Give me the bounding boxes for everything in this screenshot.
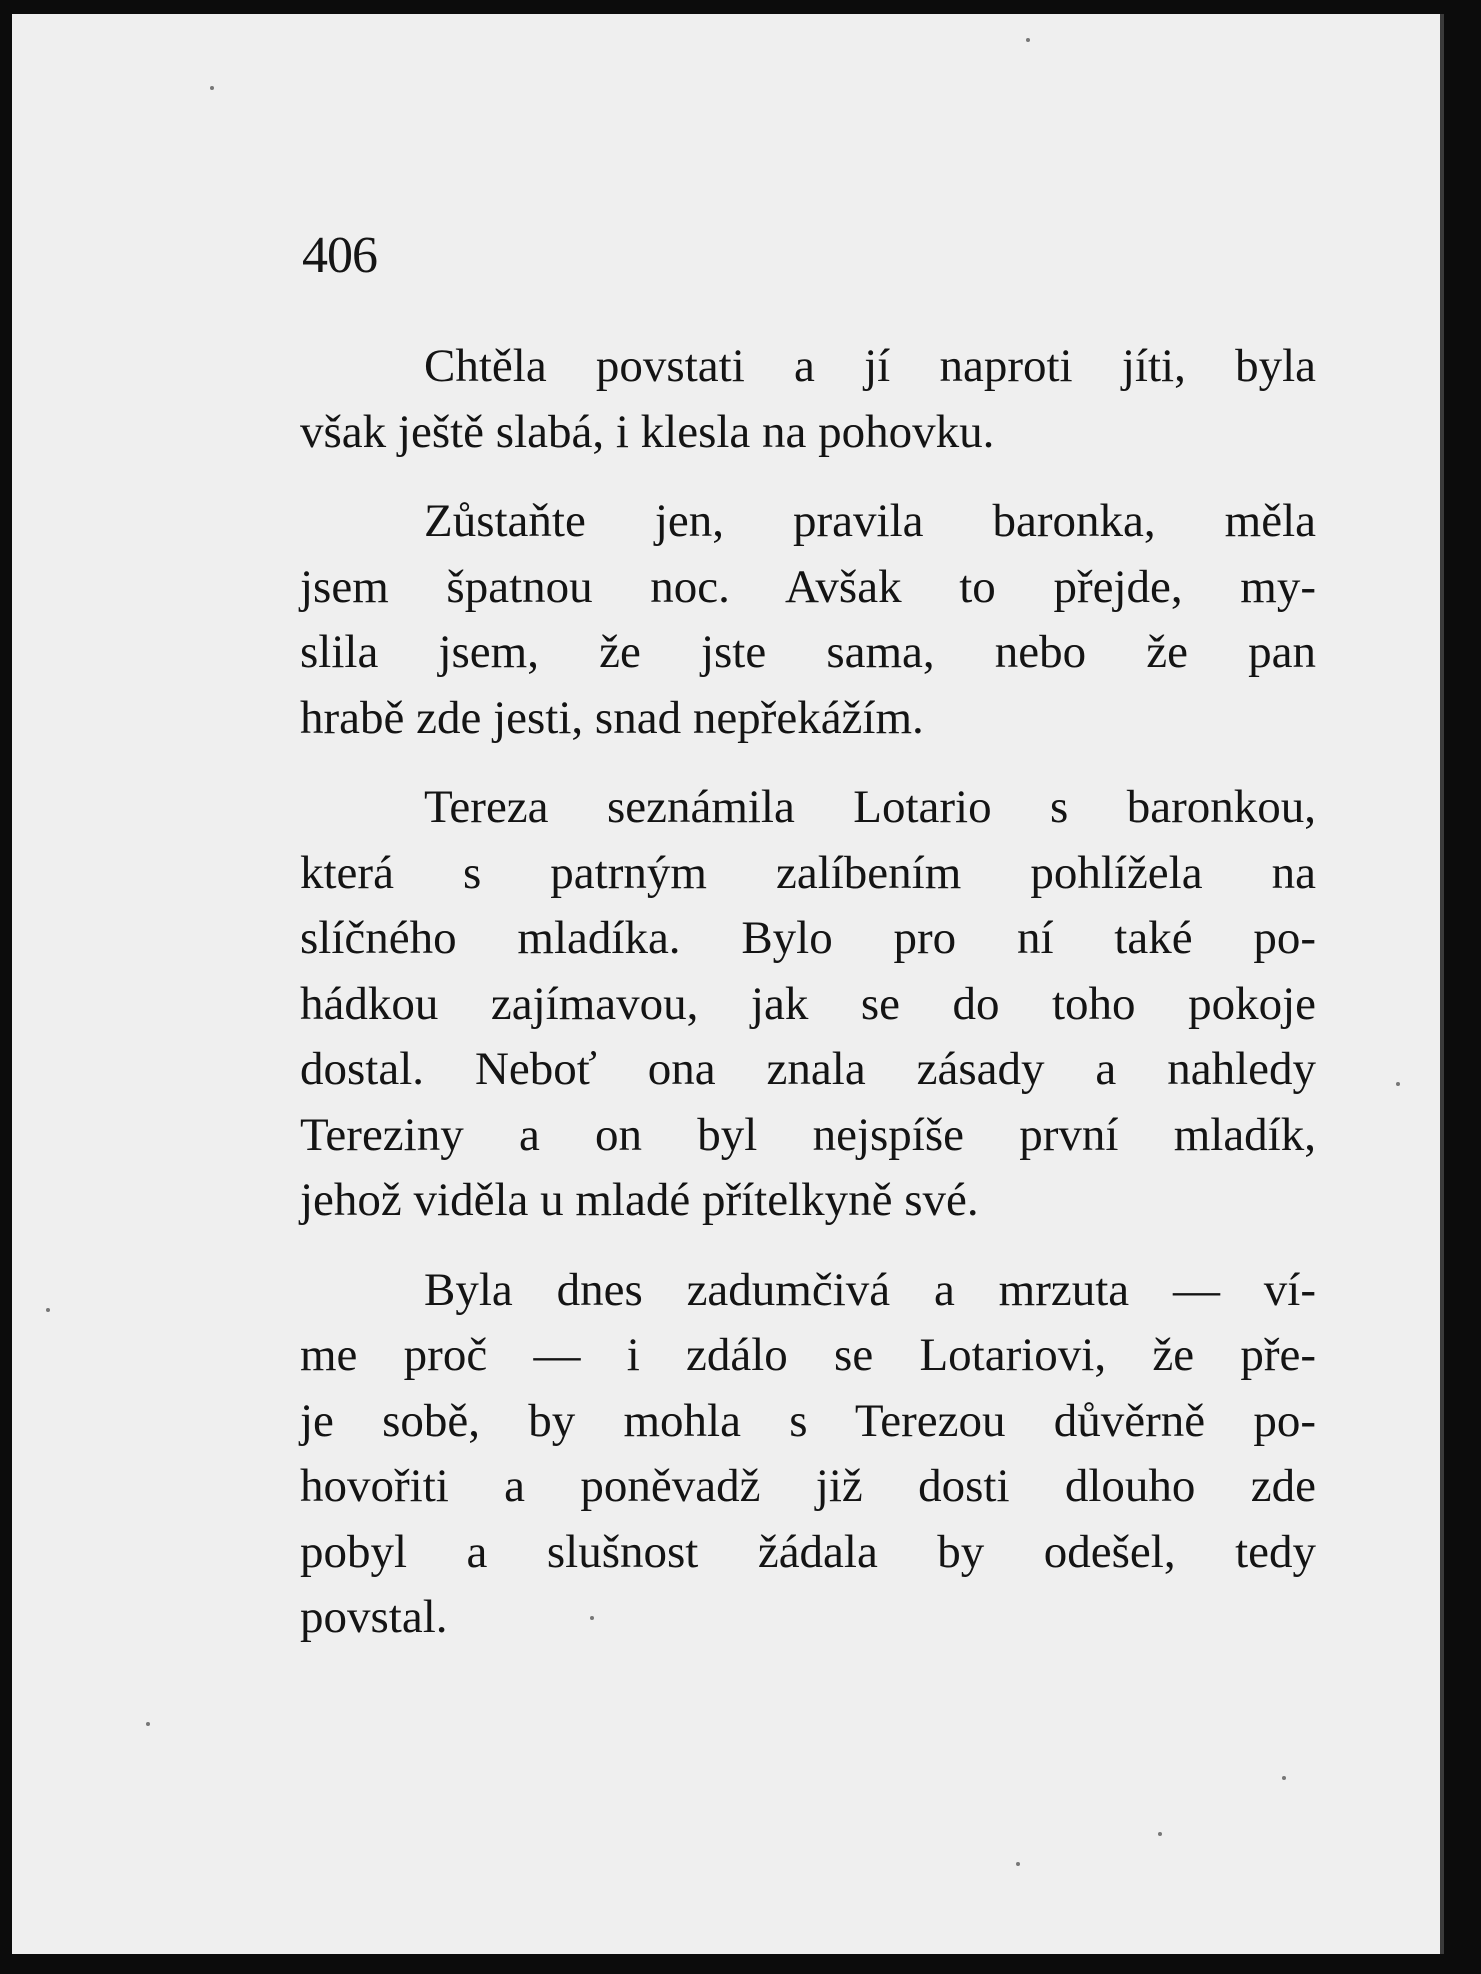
text-line: však ještě slabá, i klesla na pohovku. [300, 405, 995, 458]
text-line: Chtěla povstati a jí naproti jíti, byla [424, 340, 1316, 392]
text-line: hrabě zde jesti, snad nepřekážím. [300, 691, 924, 744]
paper-speck [1158, 1832, 1162, 1836]
text-line: dostal. Neboť ona znala zásady a nahledy [300, 1043, 1316, 1095]
paragraph-2 [300, 489, 1316, 751]
paragraph-4 [300, 1258, 1316, 1651]
text-line: slíčného mladíka. Bylo pro ní také po- [300, 912, 1316, 964]
paper-speck [46, 1308, 50, 1312]
paper-speck [146, 1722, 150, 1726]
text-line: jehož viděla u mladé přítelkyně své. [300, 1174, 979, 1226]
paper-speck [1282, 1776, 1286, 1780]
text-line: hovořiti a poněvadž již dosti dlouho zde [300, 1460, 1316, 1512]
text-line: me proč — i zdálo se Lotariovi, že pře- [300, 1329, 1316, 1381]
page-number: 406 [302, 227, 377, 284]
text-line: povstal. [300, 1591, 448, 1643]
text-line: pobyl a slušnost žádala by odešel, tedy [300, 1525, 1316, 1578]
text-line: Byla dnes zadumčivá a mrzuta — ví- [424, 1263, 1316, 1316]
text-line: Tereziny a on byl nejspíše první mladík, [300, 1108, 1316, 1161]
text-line: Zůstaňte jen, pravila baronka, měla [424, 495, 1316, 547]
page-edge-shadow [1440, 14, 1444, 1954]
body-text [300, 334, 1316, 1675]
paper-speck [210, 86, 214, 90]
text-line: hádkou zajímavou, jak se do toho pokoje [300, 977, 1316, 1030]
paper-speck [1016, 1862, 1020, 1866]
paragraph-3 [300, 775, 1316, 1234]
text-line: jsem špatnou noc. Avšak to přejde, my- [300, 560, 1316, 613]
paragraph-1 [300, 334, 1316, 465]
text-line: která s patrným zalíbením pohlížela na [300, 846, 1316, 899]
paper-speck [1026, 38, 1030, 42]
text-line: je sobě, by mohla s Terezou důvěrně po- [300, 1394, 1316, 1447]
text-line: slila jsem, že jste sama, nebo že pan [300, 626, 1316, 678]
text-line: Tereza seznámila Lotario s baronkou, [424, 781, 1316, 833]
paper-speck [590, 1616, 594, 1620]
paper-speck [1396, 1082, 1400, 1086]
